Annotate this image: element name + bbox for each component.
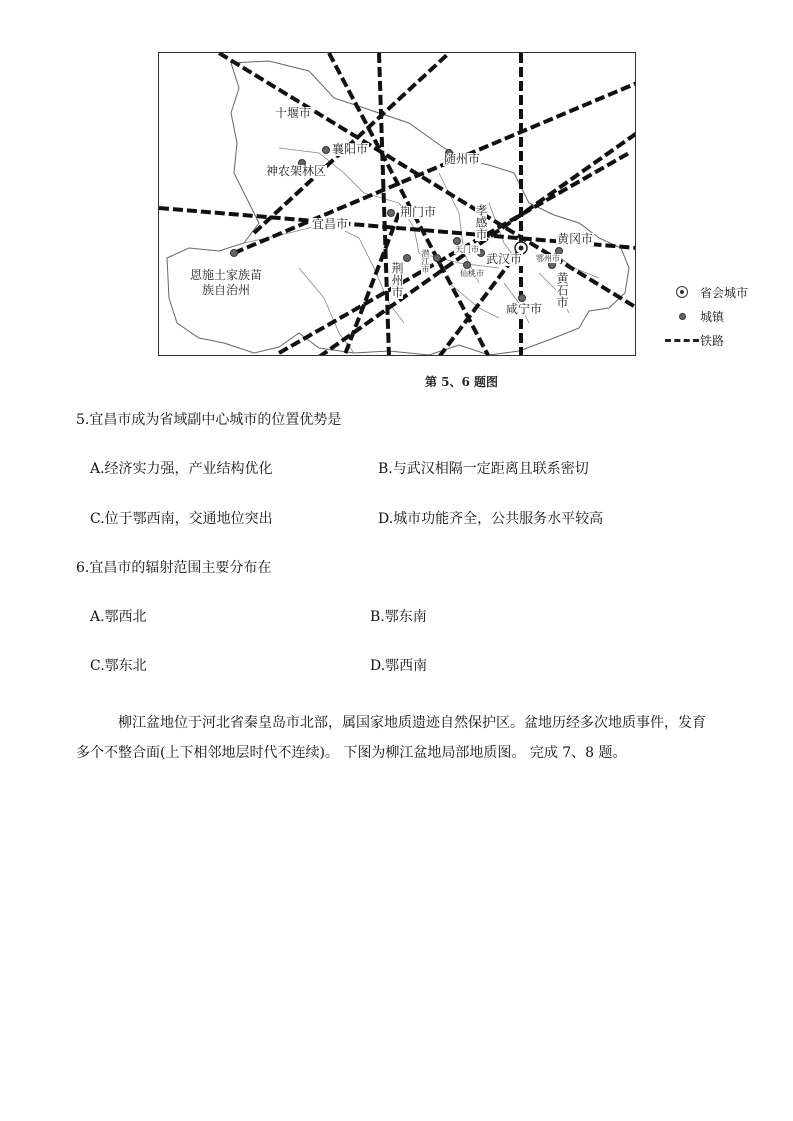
label-ezhou: 鄂州市 [536,254,560,263]
legend-capital-label: 省会城市 [700,285,749,300]
legend-capital [664,280,774,304]
railway-line-icon [665,339,699,342]
label-shennongjia: 神农架林区 [266,164,327,178]
legend-railway [664,328,774,352]
label-qianjiang: 潜江市 [421,249,430,273]
hubei-railway-map [158,52,636,356]
province-boundary [167,61,629,355]
question-6-option-a: A.鄂西北 [90,609,147,625]
passage-line-2: 多个不整合面(上下相邻地层时代不连续)。 下图为柳江盆地局部地质图。 完成 7、8 题。 [76,745,627,761]
map-legend [664,280,774,352]
question-5-option-c: C.位于鄂西南，交通地位突出 [90,511,273,527]
figure-caption: 第 5、6 题图 [425,375,499,389]
question-5-option-b: B.与武汉相隔一定距离且联系密切 [378,461,589,477]
map-drawing [159,53,636,356]
capital-icon [676,286,688,298]
question-6-option-d: D.鄂西南 [370,658,428,674]
label-xiantao: 仙桃市 [460,269,484,278]
question-6-stem: 6.宜昌市的辐射范围主要分布在 [76,560,272,576]
town-dot-icon [679,313,686,320]
label-wuhan: 武汉市 [486,252,523,266]
legend-railway-label: 铁路 [700,333,725,348]
label-huanggang: 黄冈市 [557,232,594,246]
label-suizhou: 随州市 [444,152,481,166]
question-5-stem: 5.宜昌市成为省域副中心城市的位置优势是 [76,412,342,428]
label-yichang: 宜昌市 [312,217,349,231]
label-huangshi: 黄石市 [555,272,569,308]
question-5-option-a: A.经济实力强，产业结构优化 [90,461,273,477]
question-6-option-c: C.鄂东北 [90,658,147,674]
label-xiaogan: 孝感市 [474,204,488,240]
label-enshi: 恩施土家族苗族自治州 [190,268,263,297]
question-6-option-b: B.鄂东南 [370,609,427,625]
passage [76,708,726,768]
label-xiangyang: 襄阳市 [332,142,369,156]
legend-town-label: 城镇 [700,309,725,324]
label-xianning: 咸宁市 [506,302,543,316]
label-shiyan: 十堰市 [275,106,312,120]
passage-line-1: 柳江盆地位于河北省秦皇岛市北部，属国家地质遗迹自然保护区。盆地历经多次地质事件，发育 [118,715,706,731]
label-tianmen: 天门市 [455,245,479,254]
label-jingzhou: 荆州市 [390,262,404,298]
label-jingmen: 荆门市 [400,205,437,219]
railways [159,53,636,356]
question-5-option-d: D.城市功能齐全，公共服务水平较高 [378,511,604,527]
legend-town [664,304,774,328]
